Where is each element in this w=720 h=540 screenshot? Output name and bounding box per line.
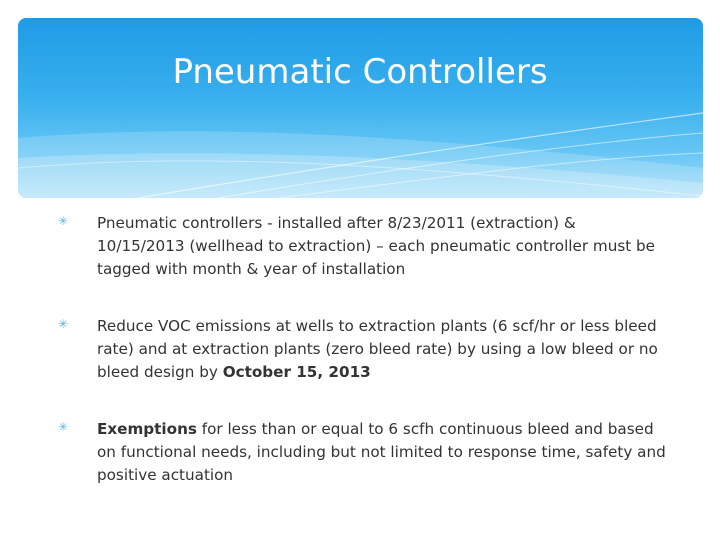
asterisk-bullet-icon: ✳ [58,420,69,434]
slide-title: Pneumatic Controllers [172,52,548,92]
bullet-item [58,418,668,487]
asterisk-bullet-icon: ✳ [58,317,69,331]
bullet-item [58,315,668,384]
asterisk-bullet-icon: ✳ [58,214,69,228]
bullet-text [78,315,668,384]
banner-wave-decoration [18,18,703,198]
bullet-item [58,212,668,281]
bullet-text-regular: for less than or equal to 6 scfh continuous bleed and based on functional needs, including but not limited to response time, safety and positive actuation [97,420,666,484]
title-banner [18,18,703,198]
bullet-text: Pneumatic controllers - installed after 8/23/2011 (extraction) & 10/15/2013 (wellhead to extraction) – each pneumatic controller must be tagged with month & year of installation [97,214,656,278]
exemptions-label: Exemptions [97,420,197,438]
deadline-date: October 15, 2013 [222,363,371,381]
bullet-text-regular: Reduce VOC emissions at wells to extraction plants (6 scf/hr or less bleed rate) and at extraction plants (zero bleed rate) by using a low bleed or no bleed design by [97,317,658,381]
bullet-text [78,418,668,487]
bullet-list [58,212,668,521]
